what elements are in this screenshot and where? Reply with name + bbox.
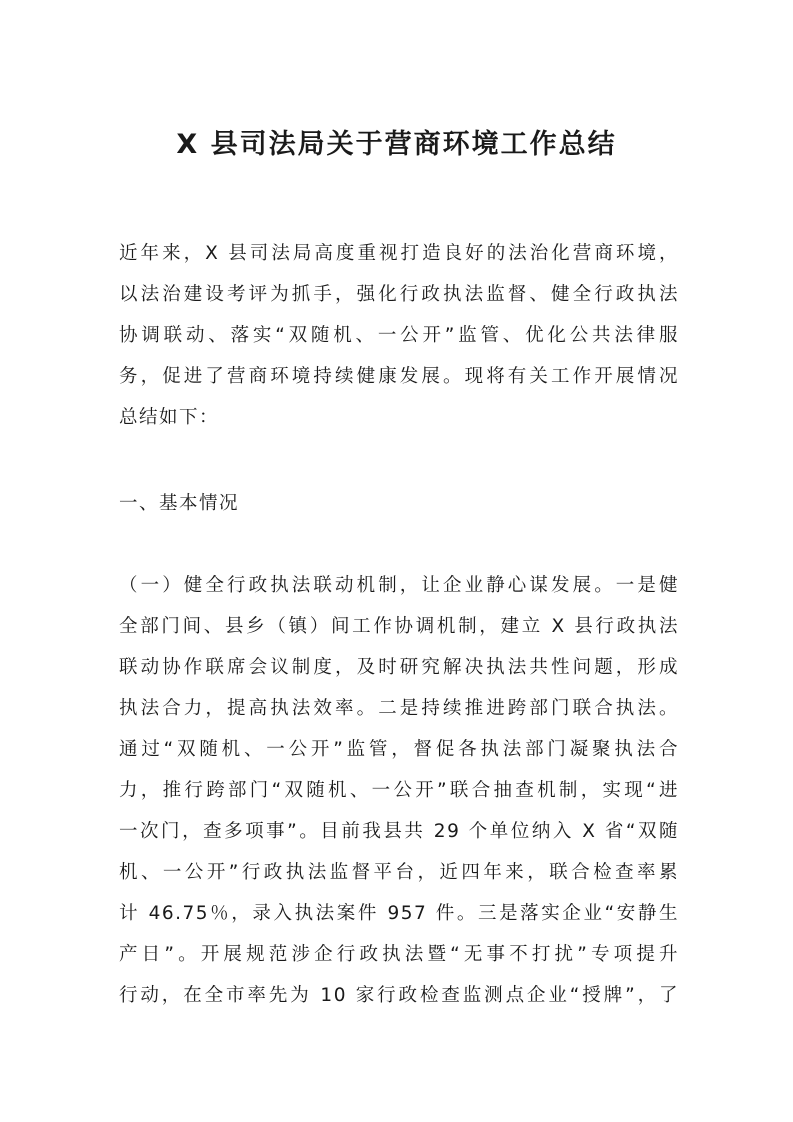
text-line: 务，促进了营商环境持续健康发展。现将有关工作开展情况 — [119, 366, 679, 387]
text-line: 通过“双随机、一公开”监管，督促各执法部门凝聚执法合 — [119, 739, 679, 760]
document-title: X 县司法局关于营商环境工作总结 — [176, 129, 617, 160]
section-1-paragraph — [119, 565, 679, 1016]
section-heading-text: 一、基本情况 — [119, 493, 240, 514]
text-line: 近年来，X 县司法局高度重视打造良好的法治化营商环境， — [119, 243, 679, 264]
text-line: 力，推行跨部门“双随机、一公开”联合抽查机制，实现“进 — [119, 780, 679, 801]
intro-paragraph — [119, 233, 679, 438]
text-line: （一）健全行政执法联动机制，让企业静心谋发展。一是健 — [119, 575, 679, 596]
text-line: 计 46.75％，录入执法案件 957 件。三是落实企业“安静生 — [119, 903, 679, 924]
text-line: 产日”。开展规范涉企行政执法暨“无事不打扰”专项提升 — [119, 944, 679, 965]
text-line: 一次门，查多项事”。目前我县共 29 个单位纳入 X 省“双随 — [119, 821, 679, 842]
text-line: 以法治建设考评为抓手，强化行政执法监督、健全行政执法 — [119, 284, 679, 305]
text-line: 行动，在全市率先为 10 家行政检查监测点企业“授牌”，了 — [119, 985, 679, 1006]
text-line: 全部门间、县乡（镇）间工作协调机制，建立 X 县行政执法 — [119, 616, 679, 637]
text-line: 协调联动、落实“双随机、一公开”监管、优化公共法律服 — [119, 325, 679, 346]
text-line: 总结如下： — [119, 407, 220, 428]
text-line: 执法合力，提高执法效率。二是持续推进跨部门联合执法。 — [119, 698, 679, 719]
text-line: 机、一公开”行政执法监督平台，近四年来，联合检查率累 — [119, 862, 679, 883]
section-heading — [119, 483, 679, 524]
text-line: 联动协作联席会议制度，及时研究解决执法共性问题，形成 — [119, 657, 679, 678]
